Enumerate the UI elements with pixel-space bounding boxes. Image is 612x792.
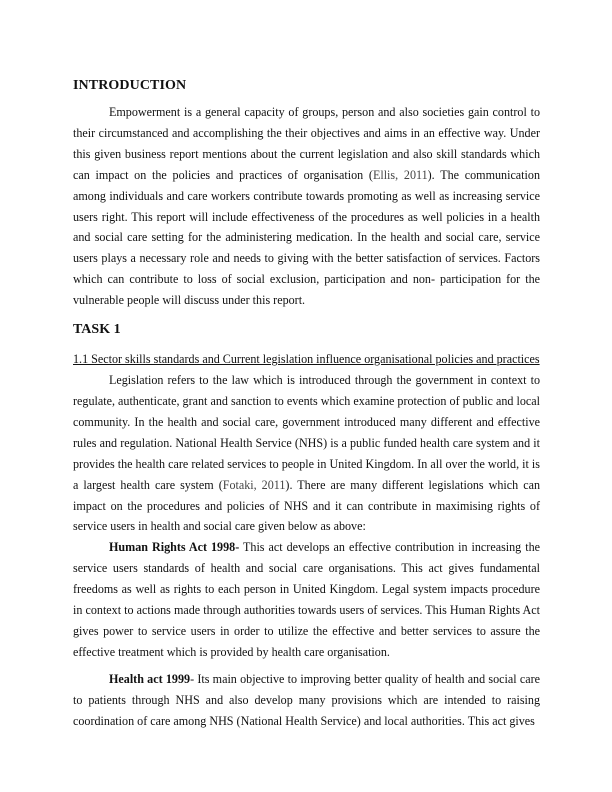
- health-act-title: Health act 1999: [109, 671, 191, 686]
- task1-heading: TASK 1: [73, 322, 121, 338]
- human-rights-act-paragraph: [73, 537, 540, 662]
- introduction-text-a: Empowerment is a general capacity of groups, person and also societies gain control to their circumstanced and accomplishing the their objectives and aims in an effective way. Under this given business report mentions about the current legislation and also skill standards which can impact on the policies and practices of organisation (: [73, 105, 540, 182]
- human-rights-act-title: Human Rights Act 1998-: [109, 540, 240, 555]
- introduction-heading: INTRODUCTION: [73, 78, 187, 93]
- human-rights-act-text: This act develops an effective contribution in increasing the service users standards of health and social care organisations. This act gives fundamental freedoms as well as rights to each person in United Kingdom. Legal system impacts procedure in context to actions made through authorities towards users of services. This Human Rights Act gives power to service users in order to utilize the effective and better services to assure the effective treatment which is provided by health care organisation.: [73, 540, 540, 659]
- document-page: [73, 76, 540, 731]
- citation-ellis: Ellis, 2011: [372, 167, 428, 182]
- legislation-paragraph: [73, 370, 540, 537]
- citation-fotaki: Fotaki, 2011: [222, 477, 286, 492]
- health-act-paragraph: [73, 669, 540, 732]
- legislation-text-a: Legislation refers to the law which is introduced through the government in context to regulate, authenticate, grant and sanction to events which examine protection of public and local community. In the health and social care, government introduced many different and effective rules and regulation. National Health Service (NHS) is a public funded health care system and it provides the health care related services to people in United Kingdom. In all over the world, it is a largest health care system (: [73, 373, 540, 492]
- health-act-text: - Its main objective to improving better quality of health and social care to patients through NHS and also develop many provisions which are intended to raising coordination of care among NHS (National Health Service) and local authorities. This act gives: [73, 671, 540, 728]
- section-1-1-subheading: 1.1 Sector skills standards and Current legislation influence organisational policies and practices: [73, 352, 540, 367]
- introduction-text-b: ). The communication among individuals and care workers contribute towards promoting as well as increasing service users right. This report will include effectiveness of the procedures as well policies in a health and social care setting for the administering medication. In the health and social care, service users plays a necessary role and needs to giving with the better satisfaction of services. Factors which can contribute to loss of social exclusion, participation and non- participation for the vulnerable people will discuss under this report.: [73, 167, 540, 308]
- introduction-paragraph: [73, 102, 540, 311]
- legislation-text-b: ). There are many different legislations which can impact on the procedures and policies of NHS and it can contribute in maximising rights of service users in health and social care given below as above:: [73, 477, 540, 534]
